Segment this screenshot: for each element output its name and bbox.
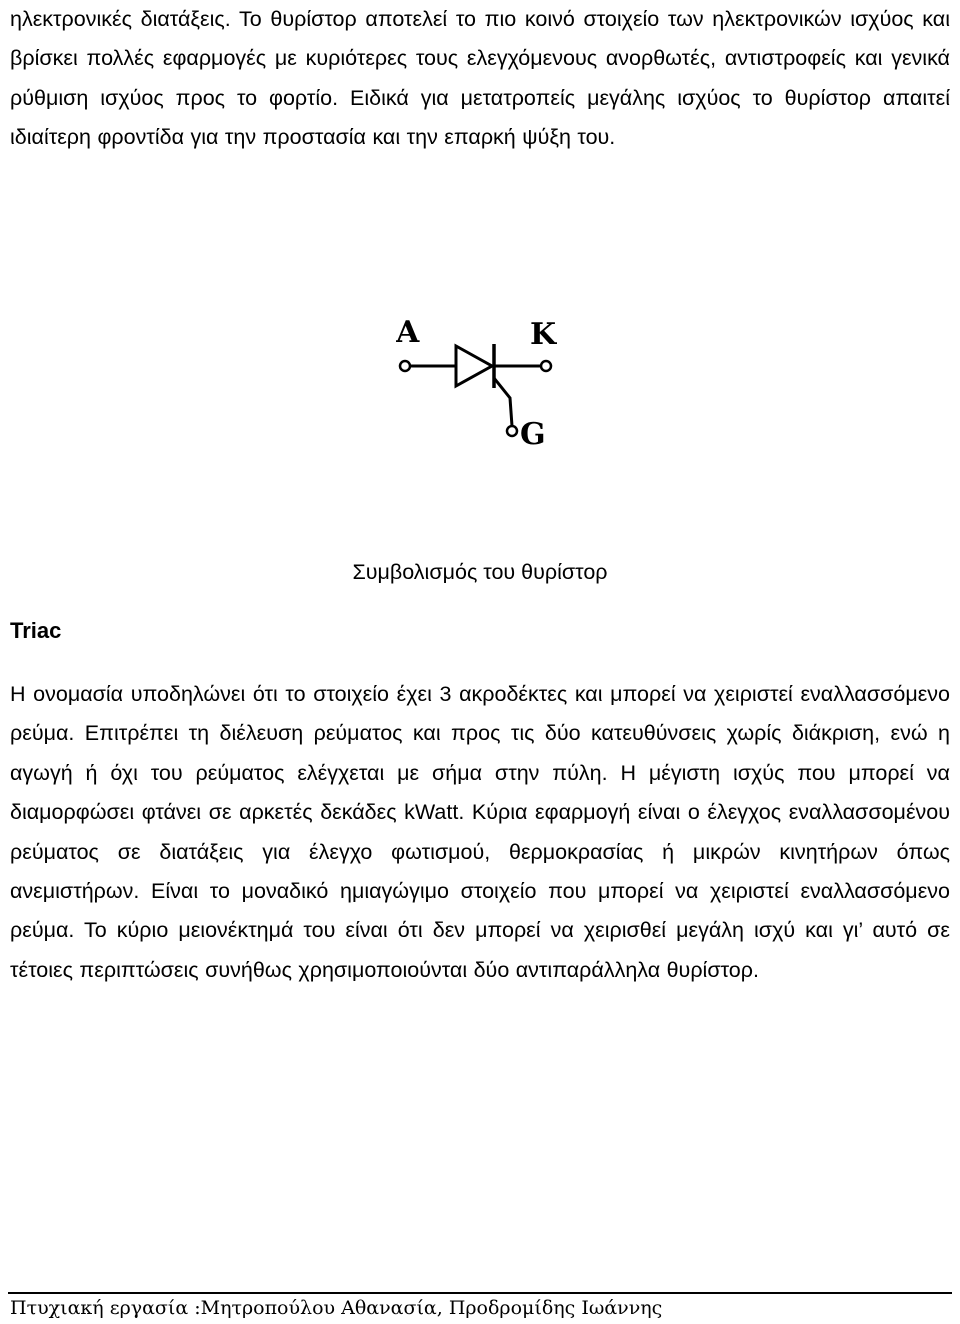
gate-terminal — [507, 426, 517, 436]
cathode-label: K — [530, 318, 557, 352]
gate-lead — [494, 378, 512, 426]
anode-terminal — [400, 361, 410, 371]
thyristor-symbol-diagram — [396, 318, 566, 468]
diode-triangle — [456, 346, 492, 386]
thyristor-symbol-figure — [396, 318, 566, 468]
footer-divider — [8, 1292, 952, 1294]
section-heading: Triac — [10, 618, 62, 643]
gate-label: G — [520, 417, 546, 452]
anode-label: A — [396, 318, 420, 350]
cathode-terminal — [541, 361, 551, 371]
page-footer: Πτυχιακή εργασία :Μητροπούλου Αθανασία, Προδρομίδης Ιωάννης — [10, 1297, 663, 1319]
figure-caption: Συμβολισμός του θυρίστορ — [352, 560, 608, 584]
intro-paragraph: ηλεκτρονικές διατάξεις. Το θυρίστορ αποτελεί το πιο κοινό στοιχείο των ηλεκτρονικών ισχύος και βρίσκει πολλές εφαρμογές με κυριότερες τους ελεγχόμενους ανορθωτές, αντιστροφείς και γενικά ρύθμιση ισχύος προς το φορτίο. Ειδικά για μετατροπείς μεγάλης ισχύος το θυρίστορ απαιτεί ιδιαίτερη φροντίδα για την προστασία και την επαρκή ψύξη του. — [10, 7, 950, 150]
triac-paragraph: Η ονομασία υποδηλώνει ότι το στοιχείο έχει 3 ακροδέκτες και μπορεί να χειριστεί εναλλασσόμενο ρεύμα. Επιτρέπει τη διέλευση ρεύματος και προς τις δύο κατευθύνσεις χωρίς διάκριση, ενώ η αγωγή ή όχι του ρεύματος ελέγχεται με σήμα στην πύλη. Η μέγιστη ισχύς που μπορεί να διαμορφώσει φτάνει σε αρκετές δεκάδες kWatt. Κύρια εφαρμογή είναι ο έλεγχος εναλλασσομένου ρεύματος σε διατάξεις για έλεγχο φωτισμού, θερμοκρασίας ή μικρών κινητήρων όπως ανεμιστήρων. Είναι το μοναδικό ημιαγώγιμο στοιχείο που μπορεί να χειριστεί εναλλασσόμενο ρεύμα. Το κύριο μειονέκτημά του είναι ότι δεν μπορεί να χειρισθεί μεγάλη ισχύ και γι’ αυτό σε τέτοιες περιπτώσεις συνήθως χρησιμοποιούνται δύο αντιπαράλληλα θυρίστορ. — [10, 682, 950, 982]
